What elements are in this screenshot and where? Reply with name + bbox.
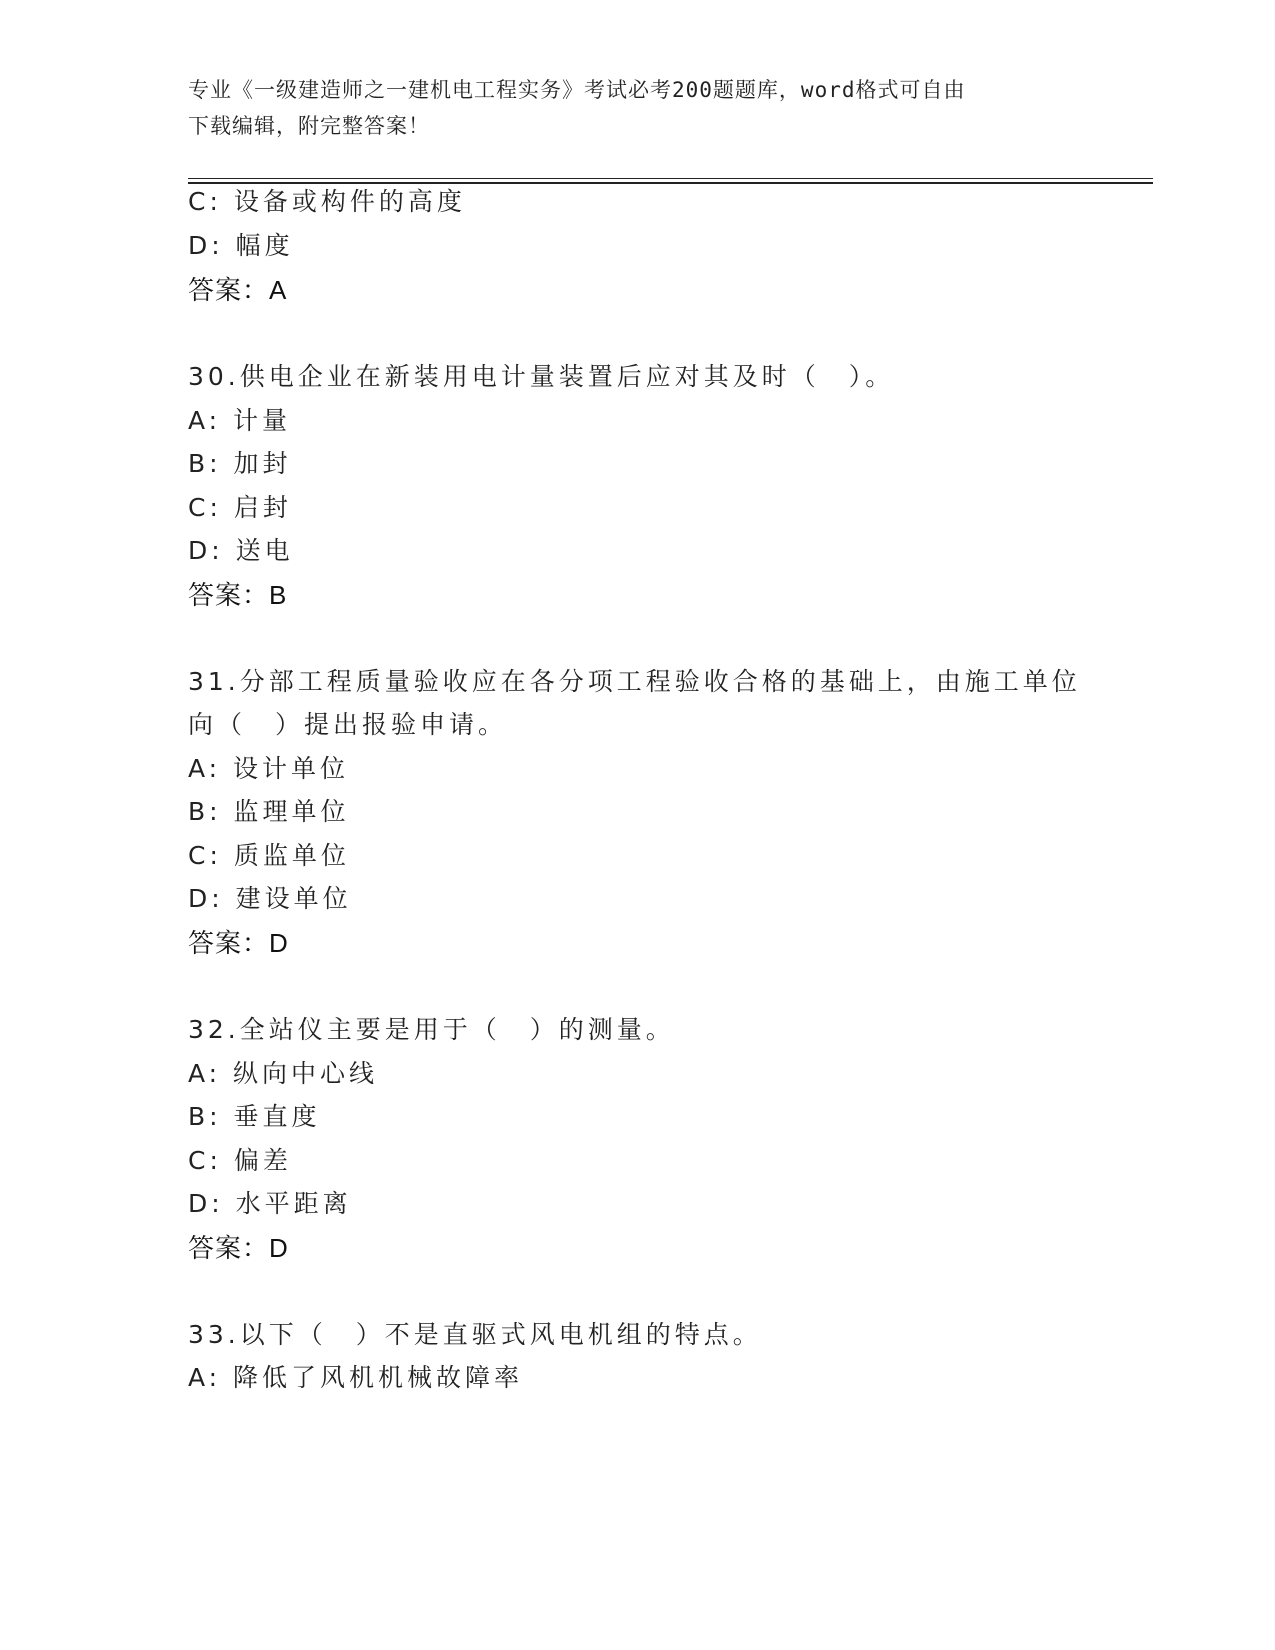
question-33-stem: 33.以下（ ）不是直驱式风电机组的特点。 <box>188 1320 762 1349</box>
document-header <box>188 72 1088 144</box>
question-31-answer: 答案：D <box>188 928 289 958</box>
header-title-line-2: 下载编辑，附完整答案！ <box>188 114 430 138</box>
header-title-line-1: 专业《一级建造师之一建机电工程实务》考试必考200题题库，word格式可自由 <box>188 78 966 102</box>
question-31-stem-line-1: 31.分部工程质量验收应在各分项工程验收合格的基础上，由施工单位 <box>188 667 1081 696</box>
option-c: C: 设备或构件的高度 <box>188 187 466 216</box>
header-divider-thin <box>188 178 1153 179</box>
question-31-option-b: B: 监理单位 <box>188 797 350 826</box>
question-32-stem: 32.全站仪主要是用于（ ）的测量。 <box>188 1015 675 1044</box>
question-32-option-d: D: 水平距离 <box>188 1189 352 1218</box>
question-32-answer: 答案：D <box>188 1233 289 1263</box>
question-32-option-a: A: 纵向中心线 <box>188 1059 379 1088</box>
question-30-option-d: D: 送电 <box>188 536 294 565</box>
question-32-option-c: C: 偏差 <box>188 1146 292 1175</box>
question-32-option-b: B: 垂直度 <box>188 1102 321 1131</box>
option-d: D: 幅度 <box>188 231 294 260</box>
question-33-option-a: A: 降低了风机机械故障率 <box>188 1363 524 1392</box>
question-30-answer: 答案：B <box>188 580 288 610</box>
header-divider-thick <box>188 182 1153 184</box>
question-31-option-c: C: 质监单位 <box>188 841 350 870</box>
question-31-stem-line-2: 向（ ）提出报验申请。 <box>188 710 508 739</box>
answer-label: 答案：A <box>188 275 288 305</box>
question-30-option-b: B: 加封 <box>188 449 292 478</box>
question-31-option-a: A: 设计单位 <box>188 754 350 783</box>
question-30-option-c: C: 启封 <box>188 493 292 522</box>
question-30-stem: 30.供电企业在新装用电计量装置后应对其及时（ ）。 <box>188 362 895 391</box>
question-30-option-a: A: 计量 <box>188 406 292 435</box>
question-31-option-d: D: 建设单位 <box>188 884 352 913</box>
